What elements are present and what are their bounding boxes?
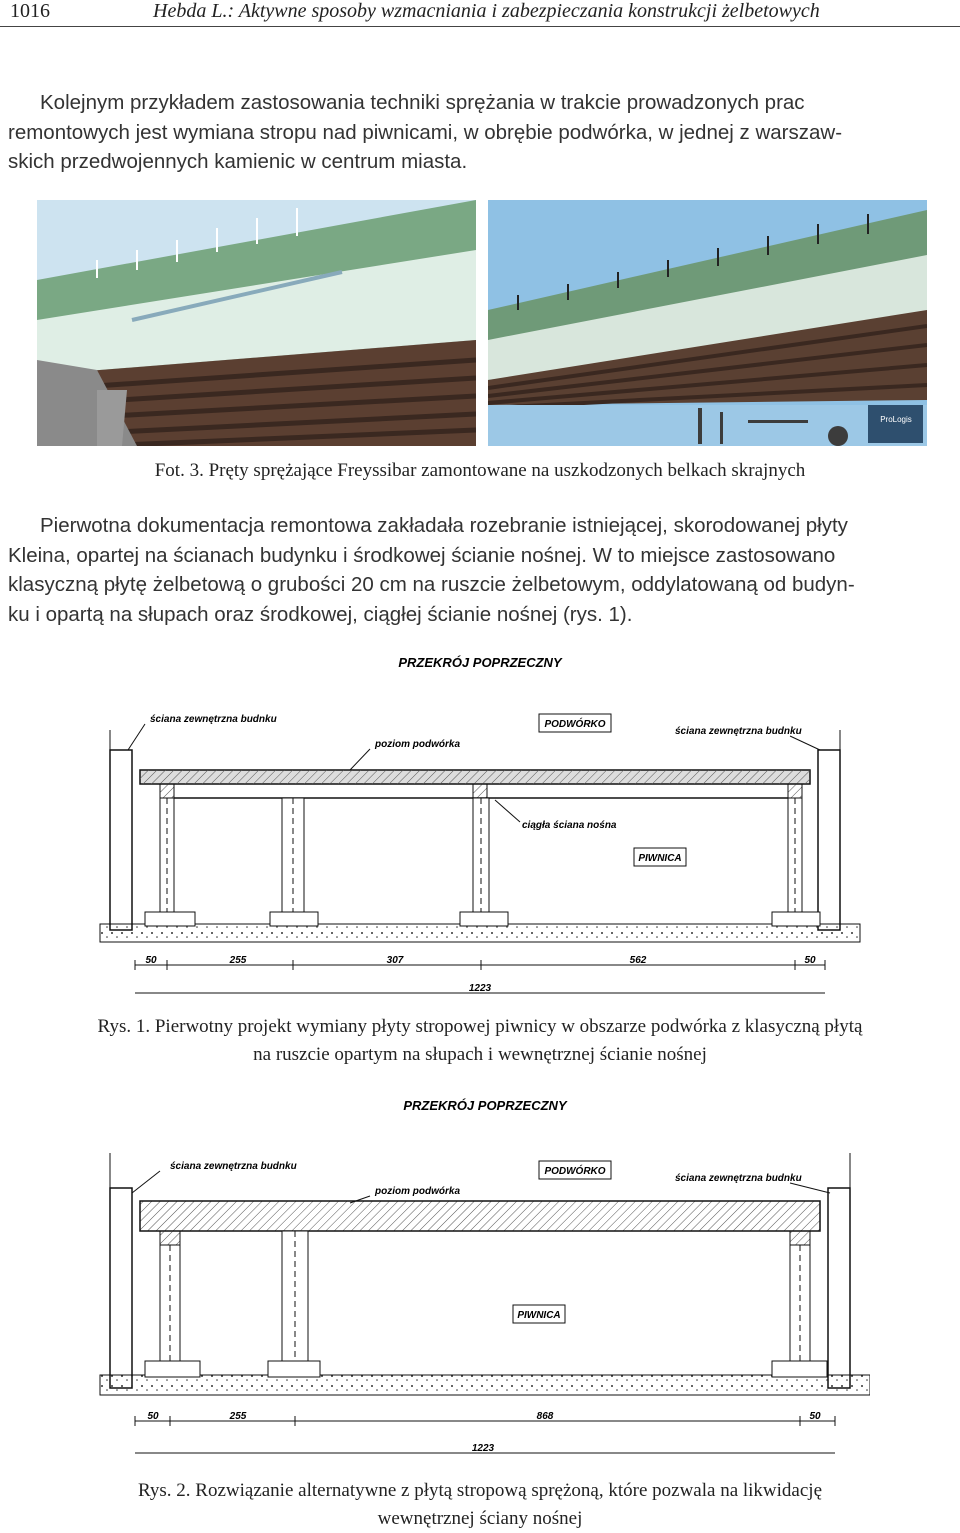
paragraph-line: remontowych jest wymiana stropu nad piwnicami, w obrębie podwórka, w jednej z warszaw- — [8, 120, 843, 144]
bridge-photo-right-icon — [488, 200, 927, 446]
paragraph-line: ku i opartą na słupach oraz środkowej, ciągłej ścianie nośnej (rys. 1). — [8, 602, 633, 626]
figure-caption-2 — [0, 1477, 960, 1533]
label-wall-left: ściana zewnętrzna budnku — [170, 1161, 297, 1172]
running-header — [0, 0, 960, 27]
label-wall-right: ściana zewnętrzna budnku — [675, 726, 802, 737]
dim-3: 307 — [386, 955, 404, 966]
paragraph-intro — [8, 88, 953, 177]
label-basement: PIWNICA — [517, 1310, 561, 1321]
label-wall-right: ściana zewnętrzna budnku — [675, 1173, 802, 1184]
dim-2: 255 — [229, 1411, 247, 1422]
cross-section-drawing-2 — [90, 1093, 870, 1463]
caption-line: Rys. 1. Pierwotny projekt wymiany płyty stropowej piwnicy w obszarze podwórka z klasyczną płytą — [97, 1016, 863, 1037]
paragraph-design — [8, 511, 953, 629]
running-title: Hebda L.: Aktywne sposoby wzmacniania i zabezpieczania konstrukcji żelbetowych — [153, 0, 820, 22]
bridge-photo-left-icon — [37, 200, 476, 446]
label-basement: PIWNICA — [638, 853, 682, 864]
paragraph-line: Kleina, opartej na ścianach budynku i środkowej ścianie nośnej. W to miejsce zastosowano — [8, 543, 836, 567]
label-continuous-wall: ciągła ściana nośna — [522, 820, 617, 831]
label-yard-level: poziom podwórka — [375, 1186, 460, 1197]
dim-total: 1223 — [468, 983, 492, 994]
paragraph-line: Kolejnym przykładem zastosowania techniki sprężania w trakcie prowadzonych prac — [40, 91, 805, 114]
paragraph-line: skich przedwojennych kamienic w centrum miasta. — [8, 150, 468, 174]
label-wall-left: ściana zewnętrzna budnku — [150, 714, 277, 725]
dim-3: 868 — [536, 1411, 554, 1422]
photo-left — [37, 200, 476, 446]
drawing-title: PRZEKRÓJ POPRZECZNY — [398, 655, 562, 670]
caption-line: wewnętrznej ściany nośnej — [377, 1508, 583, 1529]
cross-section-drawing-1 — [90, 650, 870, 1000]
page-number: 1016 — [10, 0, 50, 22]
photo-caption: Fot. 3. Pręty sprężające Freyssibar zamontowane na uszkodzonych belkach skrajnych — [154, 460, 806, 481]
dim-1: 50 — [147, 1411, 159, 1422]
paragraph-line: klasyczną płytę żelbetową o grubości 20 cm na ruszcie żelbetowym, oddylatowaną od budyn- — [8, 573, 855, 597]
label-yard-level: poziom podwórka — [375, 739, 460, 750]
figure-caption-1 — [0, 1013, 960, 1069]
caption-line: na ruszcie opartym na słupach i wewnętrznej ścianie nośnej — [253, 1044, 707, 1065]
sign-text: ProLogis — [880, 415, 912, 424]
label-yard: PODWÓRKO — [544, 719, 606, 730]
dim-total: 1223 — [471, 1443, 495, 1454]
drawing-title: PRZEKRÓJ POPRZECZNY — [403, 1098, 567, 1113]
paragraph-line: Pierwotna dokumentacja remontowa zakładała rozebranie istniejącej, skorodowanej płyty — [40, 514, 848, 537]
dim-1: 50 — [145, 955, 157, 966]
photo-right — [488, 200, 927, 446]
dim-5: 50 — [804, 955, 816, 966]
caption-line: Rys. 2. Rozwiązanie alternatywne z płytą stropową sprężoną, które pozwala na likwidację — [137, 1480, 823, 1501]
label-yard: PODWÓRKO — [544, 1166, 606, 1177]
dim-2: 255 — [229, 955, 247, 966]
dim-4: 562 — [629, 955, 647, 966]
dim-4: 50 — [809, 1411, 821, 1422]
